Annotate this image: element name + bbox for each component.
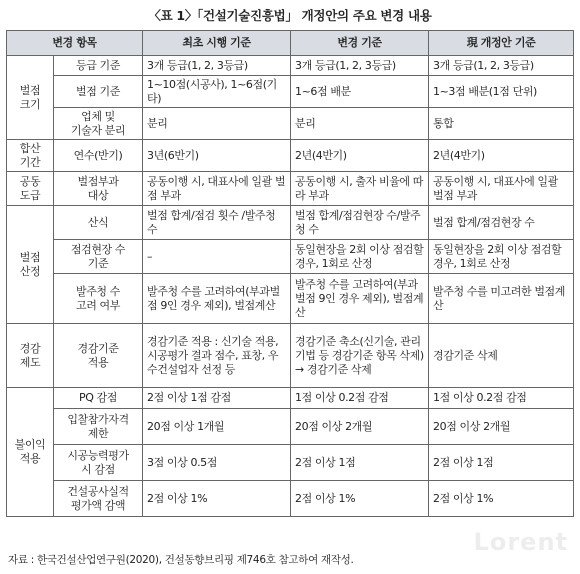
- category-label: 경감 제도: [19, 341, 41, 369]
- value-cell: 분리: [291, 108, 429, 140]
- value-cell: 동일현장을 2회 이상 점검할 경우, 1회로 산정: [291, 240, 429, 274]
- table-row: [7, 56, 574, 76]
- value-cell: 2점 이상 1%: [429, 481, 574, 517]
- category-label: 합산 기간: [19, 141, 41, 169]
- value-cell: 3개 등급(1, 2, 3등급): [143, 56, 291, 76]
- value-cell: 벌점 합계/점검현장 수: [429, 206, 574, 240]
- table-row: [7, 76, 574, 108]
- value-cell: 20점 이상 2개월: [291, 409, 429, 445]
- value-cell: 1~10점(시공사), 1~6점(기타): [143, 76, 291, 108]
- header-changed: 변경 기준: [291, 31, 429, 56]
- item-cell: 건설공사실적 평가액 감액: [54, 481, 143, 517]
- value-cell: 공동이행 시, 대표사에 일괄 벌점 부과: [143, 172, 291, 206]
- value-cell: 3개 등급(1, 2, 3등급): [429, 56, 574, 76]
- item-cell: 업체 및 기술자 분리: [54, 108, 143, 140]
- item-cell: 연수(반기): [54, 140, 143, 172]
- table-row: [7, 481, 574, 517]
- item-cell: 벌점 기준: [54, 76, 143, 108]
- table-row: [7, 140, 574, 172]
- change-table: [6, 30, 574, 517]
- value-cell: 벌점 합계/점검현장 수/발주청 수: [291, 206, 429, 240]
- category-label: 벌점 크기: [19, 83, 41, 111]
- watermark: Lorent: [473, 528, 568, 556]
- value-cell: 경감기준 적용 : 신기술 적용, 시공평가 결과 점수, 표창, 우수건설업자 선정 등: [143, 324, 291, 388]
- value-cell: 벌점 합계/점검 횟수 /발주청 수: [143, 206, 291, 240]
- item-cell: 시공능력평가 시 감점: [54, 445, 143, 481]
- category-label: 벌점 산정: [19, 250, 41, 278]
- value-cell: 2년(4반기): [291, 140, 429, 172]
- item-cell: PQ 감점: [54, 388, 143, 409]
- table-row: [7, 324, 574, 388]
- item-cell: 발주청 수 고려 여부: [54, 274, 143, 324]
- value-cell: 동일현장을 2회 이상 점검할 경우, 1회로 산정: [429, 240, 574, 274]
- item-cell: 경감기준 적용: [54, 324, 143, 388]
- value-cell: 20점 이상 1개월: [143, 409, 291, 445]
- item-cell: 점검현장 수 기준: [54, 240, 143, 274]
- item-cell: 입찰참가자격 제한: [54, 409, 143, 445]
- value-cell: 공동이행 시, 출자 비율에 따라 부과: [291, 172, 429, 206]
- value-cell: 경감기준 축소(신기술, 관리기법 등 경감기준 항목 삭제) → 경감기준 삭제: [291, 324, 429, 388]
- table-row: [7, 108, 574, 140]
- header-row: [7, 31, 574, 56]
- value-cell: 3개 등급(1, 2, 3등급): [291, 56, 429, 76]
- value-cell: 분리: [143, 108, 291, 140]
- value-cell: 20점 이상 2개월: [429, 409, 574, 445]
- value-cell: 경감기준 삭제: [429, 324, 574, 388]
- value-cell: 공동이행 시, 대표사에 일괄 벌점 부과: [429, 172, 574, 206]
- value-cell: –: [143, 240, 291, 274]
- table-row: [7, 445, 574, 481]
- value-cell: 3년(6반기): [143, 140, 291, 172]
- value-cell: 2점 이상 1%: [143, 481, 291, 517]
- value-cell: 2점 이상 1점: [429, 445, 574, 481]
- category-cell: [7, 206, 54, 324]
- table-row: [7, 240, 574, 274]
- item-cell: 벌점부과 대상: [54, 172, 143, 206]
- item-cell: 등급 기준: [54, 56, 143, 76]
- value-cell: 2점 이상 1점: [291, 445, 429, 481]
- table-row: [7, 388, 574, 409]
- value-cell: 발주청 수를 고려하여(부과벌점 9인 경우 제외), 벌점계산: [291, 274, 429, 324]
- value-cell: 1~6점 배분: [291, 76, 429, 108]
- category-cell: [7, 140, 54, 172]
- value-cell: 1점 이상 0.2점 감점: [291, 388, 429, 409]
- value-cell: 2점 이상 1%: [291, 481, 429, 517]
- table-title: 〈표 1〉「건설기술진흥법」 개정안의 주요 변경 내용: [148, 8, 432, 23]
- table-row: [7, 409, 574, 445]
- item-cell: 산식: [54, 206, 143, 240]
- category-label: 공동 도급: [19, 174, 41, 202]
- value-cell: 발주청 수를 고려하여(부과벌점 9인 경우 제외), 벌점계산: [143, 274, 291, 324]
- category-cell: [7, 172, 54, 206]
- table-row: [7, 172, 574, 206]
- value-cell: 1점 이상 0.2점 감점: [429, 388, 574, 409]
- header-original: 최초 시행 기준: [143, 31, 291, 56]
- category-cell: [7, 324, 54, 388]
- value-cell: 2점 이상 1점 감점: [143, 388, 291, 409]
- value-cell: 발주청 수를 미고려한 벌점계산: [429, 274, 574, 324]
- category-cell: [7, 56, 54, 140]
- table-row: [7, 274, 574, 324]
- category-label: 불이익 적용: [14, 438, 46, 465]
- value-cell: 통합: [429, 108, 574, 140]
- source-note: 자료 : 한국건설산업연구원(2020), 건설동향브리핑 제746호 참고하여 재작성.: [8, 554, 354, 566]
- category-cell: [7, 388, 54, 517]
- table-row: [7, 206, 574, 240]
- value-cell: 3점 이상 0.5점: [143, 445, 291, 481]
- value-cell: 1~3점 배분(1점 단위): [429, 76, 574, 108]
- header-item: 변경 항목: [7, 31, 143, 56]
- header-current: 現 개정안 기준: [429, 31, 574, 56]
- value-cell: 2년(4반기): [429, 140, 574, 172]
